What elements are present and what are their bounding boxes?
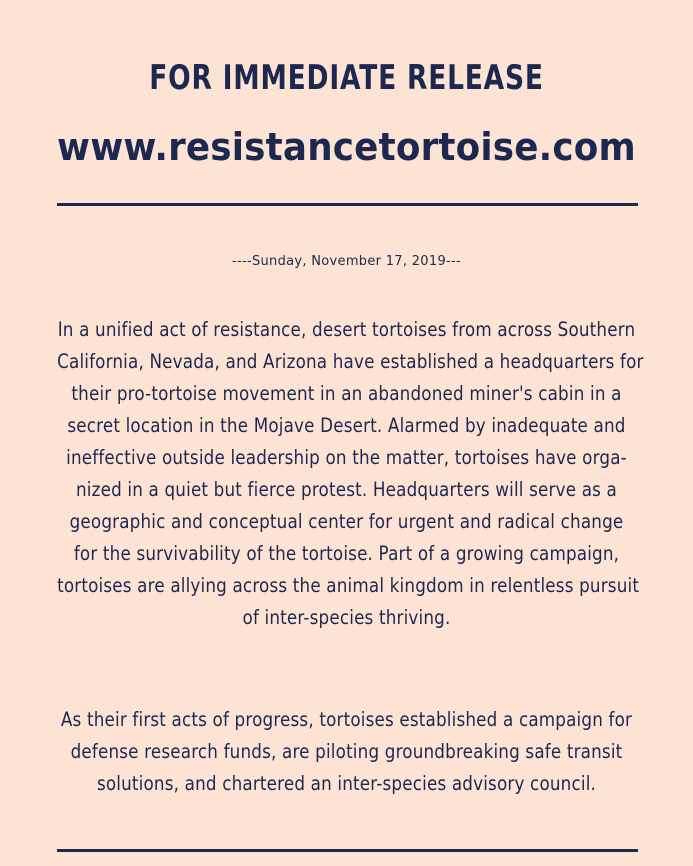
body-paragraph-2 [10,704,683,800]
paragraph-line: tortoises are allying across the animal kingdom in relentless pursuit [57,574,640,597]
paragraph-line: ineffective outside leadership on the matter, tortoises have orga- [66,446,627,469]
dateline: ----Sunday, November 17, 2019--- [232,254,461,269]
paragraph-line: their pro-tortoise movement in an abandoned miner's cabin in a [71,382,622,405]
top-divider [57,203,638,206]
body-paragraph-1 [10,314,683,634]
paragraph-line: In a unified act of resistance, desert tortoises from across Southern [57,318,636,341]
paragraph-line: California, Nevada, and Arizona have established a headquarters for [57,350,644,373]
paragraph-line: geographic and conceptual center for urgent and radical change [69,510,624,533]
paragraph-line: nized in a quiet but fierce protest. Headquarters will serve as a [75,478,618,501]
paragraph-line: As their first acts of progress, tortoises established a campaign for [60,708,633,731]
paragraph-line: secret location in the Mojave Desert. Alarmed by inadequate and [67,414,626,437]
paragraph-line: for the survivability of the tortoise. Part of a growing campaign, [73,542,620,565]
bottom-divider [57,849,638,852]
website-url: www.resistancetortoise.com [57,125,636,169]
paragraph-line: of inter-species thriving. [242,606,451,629]
paragraph-line: solutions, and chartered an inter-species advisory council. [96,772,597,795]
release-headline: FOR IMMEDIATE RELEASE [149,58,544,98]
paragraph-line: defense research funds, are piloting groundbreaking safe transit [70,740,623,763]
